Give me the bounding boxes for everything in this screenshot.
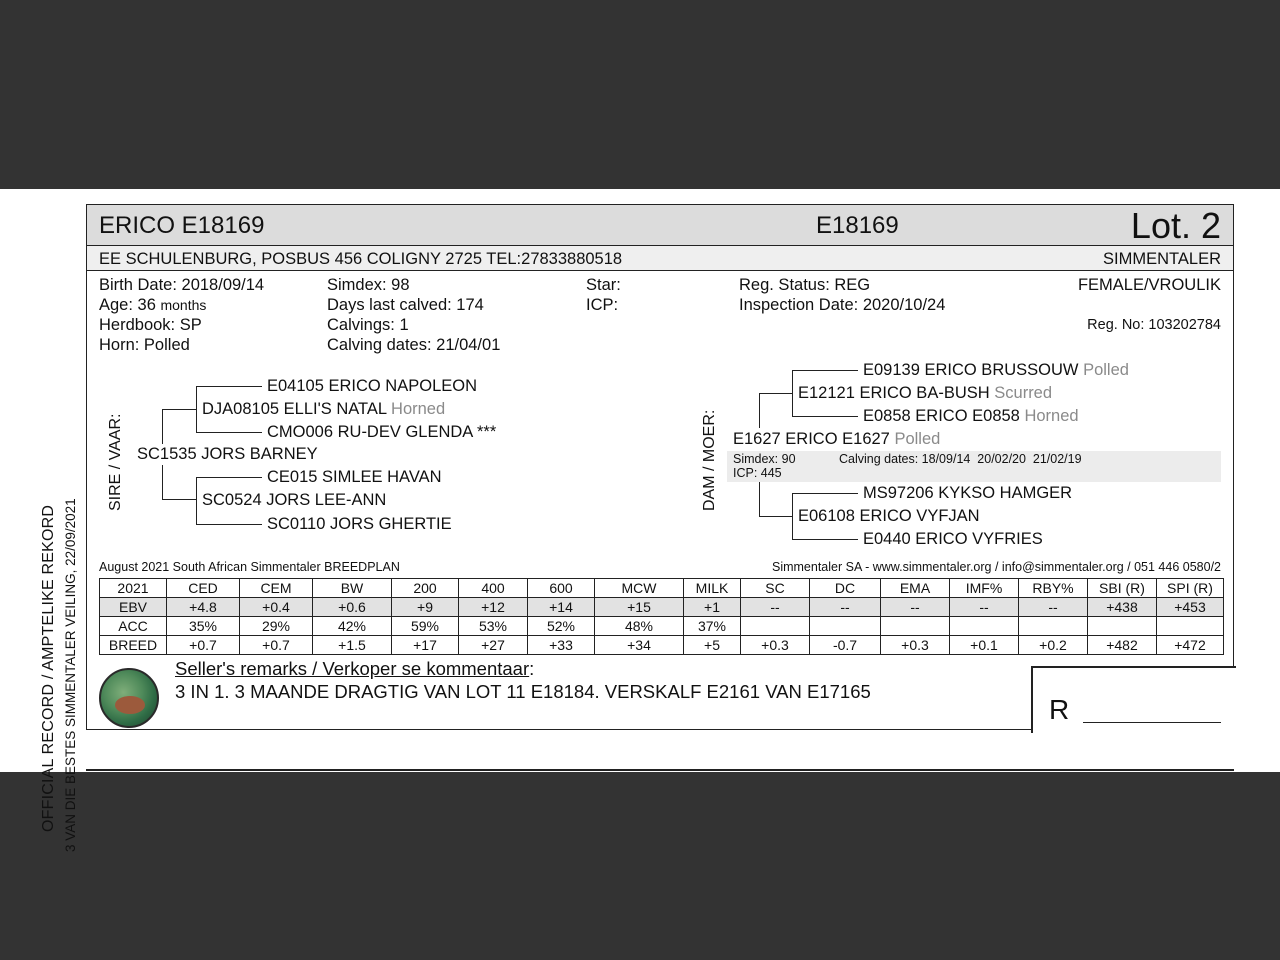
ebv-table — [99, 578, 1224, 655]
ebv-cell: CEM — [240, 579, 313, 598]
ebv-cell — [810, 617, 881, 636]
ebv-cell: +0.3 — [741, 636, 810, 655]
ebv-cell: +34 — [595, 636, 684, 655]
dam-sire-sire-horn: Polled — [1083, 361, 1129, 379]
ebv-cell: 2021 — [100, 579, 167, 598]
ebv-cell: +0.4 — [240, 598, 313, 617]
inspection-date: Inspection Date: 2020/10/24 — [739, 296, 946, 314]
ebv-cell: 42% — [313, 617, 392, 636]
lot-card — [86, 204, 1234, 730]
ebv-cell: 29% — [240, 617, 313, 636]
dam-dam-sire: MS97206 KYKSO HAMGER — [863, 484, 1073, 502]
sire-sire — [202, 400, 445, 419]
dam-label: DAM / MOER: — [701, 409, 718, 511]
auction-label: 3 VAN DIE BESTES SIMMENTALER VEILING, 22/09/2021 — [63, 498, 78, 852]
ebv-cell: SC — [741, 579, 810, 598]
age-value: Age: 36 — [99, 296, 156, 314]
owner-address: EE SCHULENBURG, POSBUS 456 COLIGNY 2725 TEL:27833880518 — [99, 250, 623, 268]
ebv-cell: -- — [881, 598, 950, 617]
ebv-cell: +4.8 — [167, 598, 240, 617]
dam-name-text: E1627 ERICO E1627 — [733, 430, 890, 448]
tree-line — [792, 416, 858, 417]
ebv-cell: BW — [313, 579, 392, 598]
ebv-cell: +0.6 — [313, 598, 392, 617]
simdex: Simdex: 98 — [327, 276, 410, 294]
ebv-cell: EBV — [100, 598, 167, 617]
ebv-cell: RBY% — [1019, 579, 1088, 598]
price-box[interactable] — [1031, 666, 1236, 733]
ebv-cell: +438 — [1088, 598, 1157, 617]
tree-line — [759, 393, 760, 428]
bottom-rule — [86, 769, 1234, 771]
breed-name: SIMMENTALER — [1103, 250, 1221, 268]
ebv-cell: +482 — [1088, 636, 1157, 655]
ebv-cell: -- — [950, 598, 1019, 617]
breedplan-title: August 2021 South African Simmentaler BREEDPLAN — [99, 560, 400, 574]
ebv-cell: 600 — [528, 579, 595, 598]
ebv-cell: -- — [810, 598, 881, 617]
remarks-title: Seller's remarks / Verkoper se kommentaar: — [175, 658, 535, 679]
ebv-cell: +9 — [392, 598, 459, 617]
ebv-cell: BREED — [100, 636, 167, 655]
ebv-cell: 35% — [167, 617, 240, 636]
ebv-cell: 52% — [528, 617, 595, 636]
herdbook: Herdbook: SP — [99, 316, 202, 334]
tree-line — [792, 370, 793, 416]
tree-line — [759, 393, 793, 394]
ebv-cell: 53% — [459, 617, 528, 636]
owner-bar — [87, 246, 1233, 271]
sire-dam: SC0524 JORS LEE-ANN — [202, 491, 387, 509]
dam-calving-dates: Calving dates: 18/09/14 20/02/20 21/02/19 — [839, 452, 1082, 466]
dam-horn: Polled — [894, 430, 941, 448]
ebv-cell: MCW — [595, 579, 684, 598]
sire-dam-dam: SC0110 JORS GHERTIE — [267, 515, 452, 533]
tree-line — [792, 370, 858, 371]
tree-line — [759, 516, 793, 517]
dam-dam: E06108 ERICO VYFJAN — [798, 507, 980, 525]
breedplan-contact: Simmentaler SA - www.simmentaler.org / info@simmentaler.org / 051 446 0580/2 — [771, 560, 1221, 574]
ebv-cell — [1088, 617, 1157, 636]
ebv-cell: +27 — [459, 636, 528, 655]
price-label: R — [1049, 694, 1070, 725]
dam-sire-dam-horn: Horned — [1024, 407, 1079, 425]
ebv-row — [100, 598, 1224, 617]
calvings: Calvings: 1 — [327, 316, 409, 334]
remarks-title-text: Seller's remarks / Verkoper se kommentaar — [175, 658, 530, 679]
ebv-cell: 400 — [459, 579, 528, 598]
tree-line — [196, 477, 197, 524]
ebv-cell: 48% — [595, 617, 684, 636]
sire-sire-sire: E04105 ERICO NAPOLEON — [267, 377, 478, 395]
ebv-cell: +0.3 — [881, 636, 950, 655]
tree-line — [196, 386, 262, 387]
dam-simdex: Simdex: 90 — [733, 452, 796, 466]
days-last-calved: Days last calved: 174 — [327, 296, 484, 314]
tree-line — [196, 386, 197, 432]
ebv-cell: 59% — [392, 617, 459, 636]
tree-line — [792, 493, 793, 539]
ebv-cell: +0.2 — [1019, 636, 1088, 655]
ebv-cell: +12 — [459, 598, 528, 617]
ebv-cell: DC — [810, 579, 881, 598]
ebv-cell — [1157, 617, 1224, 636]
age-unit: months — [160, 297, 207, 313]
remarks-text: 3 IN 1. 3 MAANDE DRAGTIG VAN LOT 11 E18184. VERSKALF E2161 VAN E17165 — [175, 681, 871, 702]
birth-date: Birth Date: 2018/09/14 — [99, 276, 265, 294]
ebv-cell: +0.7 — [240, 636, 313, 655]
simmentaler-logo — [99, 668, 159, 728]
tree-line — [162, 409, 197, 410]
title-bar — [87, 205, 1233, 246]
ebv-cell: -- — [1019, 598, 1088, 617]
ebv-cell: +14 — [528, 598, 595, 617]
dam-sire — [798, 384, 1052, 403]
ebv-header-row — [100, 579, 1224, 598]
ebv-cell: +1.5 — [313, 636, 392, 655]
dam-sire-dam — [863, 407, 1079, 426]
tree-line — [196, 477, 262, 478]
ebv-cell: IMF% — [950, 579, 1019, 598]
ebv-cell — [881, 617, 950, 636]
price-line — [1083, 722, 1221, 723]
ebv-cell: +0.1 — [950, 636, 1019, 655]
ebv-cell — [950, 617, 1019, 636]
ebv-cell: CED — [167, 579, 240, 598]
tree-line — [162, 499, 197, 500]
animal-id: E18169 — [816, 212, 899, 239]
ebv-cell: +472 — [1157, 636, 1224, 655]
ebv-cell: +0.7 — [167, 636, 240, 655]
reg-status: Reg. Status: REG — [739, 276, 871, 294]
ebv-cell: +5 — [684, 636, 741, 655]
tree-line — [759, 482, 760, 516]
ebv-cell: +33 — [528, 636, 595, 655]
dam-sire-name: E12121 ERICO BA-BUSH — [798, 384, 990, 402]
tree-line — [196, 432, 262, 433]
sire-dam-sire: CE015 SIMLEE HAVAN — [267, 468, 442, 486]
tree-line — [162, 465, 163, 499]
ebv-cell: -0.7 — [810, 636, 881, 655]
sire-sire-dam: CMO006 RU-DEV GLENDA *** — [267, 423, 497, 441]
official-record-label: OFFICIAL RECORD / AMPTELIKE REKORD — [40, 504, 57, 832]
tree-line — [792, 493, 858, 494]
dam-name — [733, 430, 940, 449]
ebv-cell — [741, 617, 810, 636]
ebv-cell: -- — [741, 598, 810, 617]
dam-sire-sire — [863, 361, 1129, 380]
ebv-row — [100, 636, 1224, 655]
ebv-cell: MILK — [684, 579, 741, 598]
dam-sire-sire-name: E09139 ERICO BRUSSOUW — [863, 361, 1079, 379]
tree-line — [196, 524, 262, 525]
tree-line — [162, 409, 163, 444]
ebv-cell — [1019, 617, 1088, 636]
tree-line — [792, 539, 858, 540]
icp: ICP: — [586, 296, 619, 314]
ebv-cell: SBI (R) — [1088, 579, 1157, 598]
horn-status: Horn: Polled — [99, 336, 190, 354]
ebv-cell: 37% — [684, 617, 741, 636]
ebv-cell: +15 — [595, 598, 684, 617]
sire-sire-name: DJA08105 ELLI'S NATAL — [202, 400, 387, 418]
sire-label: SIRE / VAAR: — [107, 413, 124, 511]
sire-name: SC1535 JORS BARNEY — [137, 445, 318, 463]
ebv-cell: EMA — [881, 579, 950, 598]
ebv-cell: +453 — [1157, 598, 1224, 617]
ebv-cell: 200 — [392, 579, 459, 598]
dam-detail-box — [727, 451, 1221, 482]
lot-number: Lot. 2 — [1130, 205, 1221, 246]
sire-sire-horn: Horned — [391, 400, 446, 418]
ebv-row — [100, 617, 1224, 636]
dam-sire-dam-name: E0858 ERICO E0858 — [863, 407, 1020, 425]
reg-number: Reg. No: 103202784 — [1087, 317, 1221, 333]
dam-dam-dam: E0440 ERICO VYFRIES — [863, 530, 1043, 548]
animal-name: ERICO E18169 — [99, 212, 265, 239]
star: Star: — [586, 276, 621, 294]
ebv-cell: SPI (R) — [1157, 579, 1224, 598]
age — [99, 296, 206, 315]
ebv-cell: ACC — [100, 617, 167, 636]
calving-dates: Calving dates: 21/04/01 — [327, 336, 501, 354]
dam-sire-horn: Scurred — [994, 384, 1053, 402]
ebv-cell: +17 — [392, 636, 459, 655]
ebv-cell: +1 — [684, 598, 741, 617]
sex: FEMALE/VROULIK — [1077, 276, 1221, 294]
dam-icp: ICP: 445 — [733, 466, 782, 480]
